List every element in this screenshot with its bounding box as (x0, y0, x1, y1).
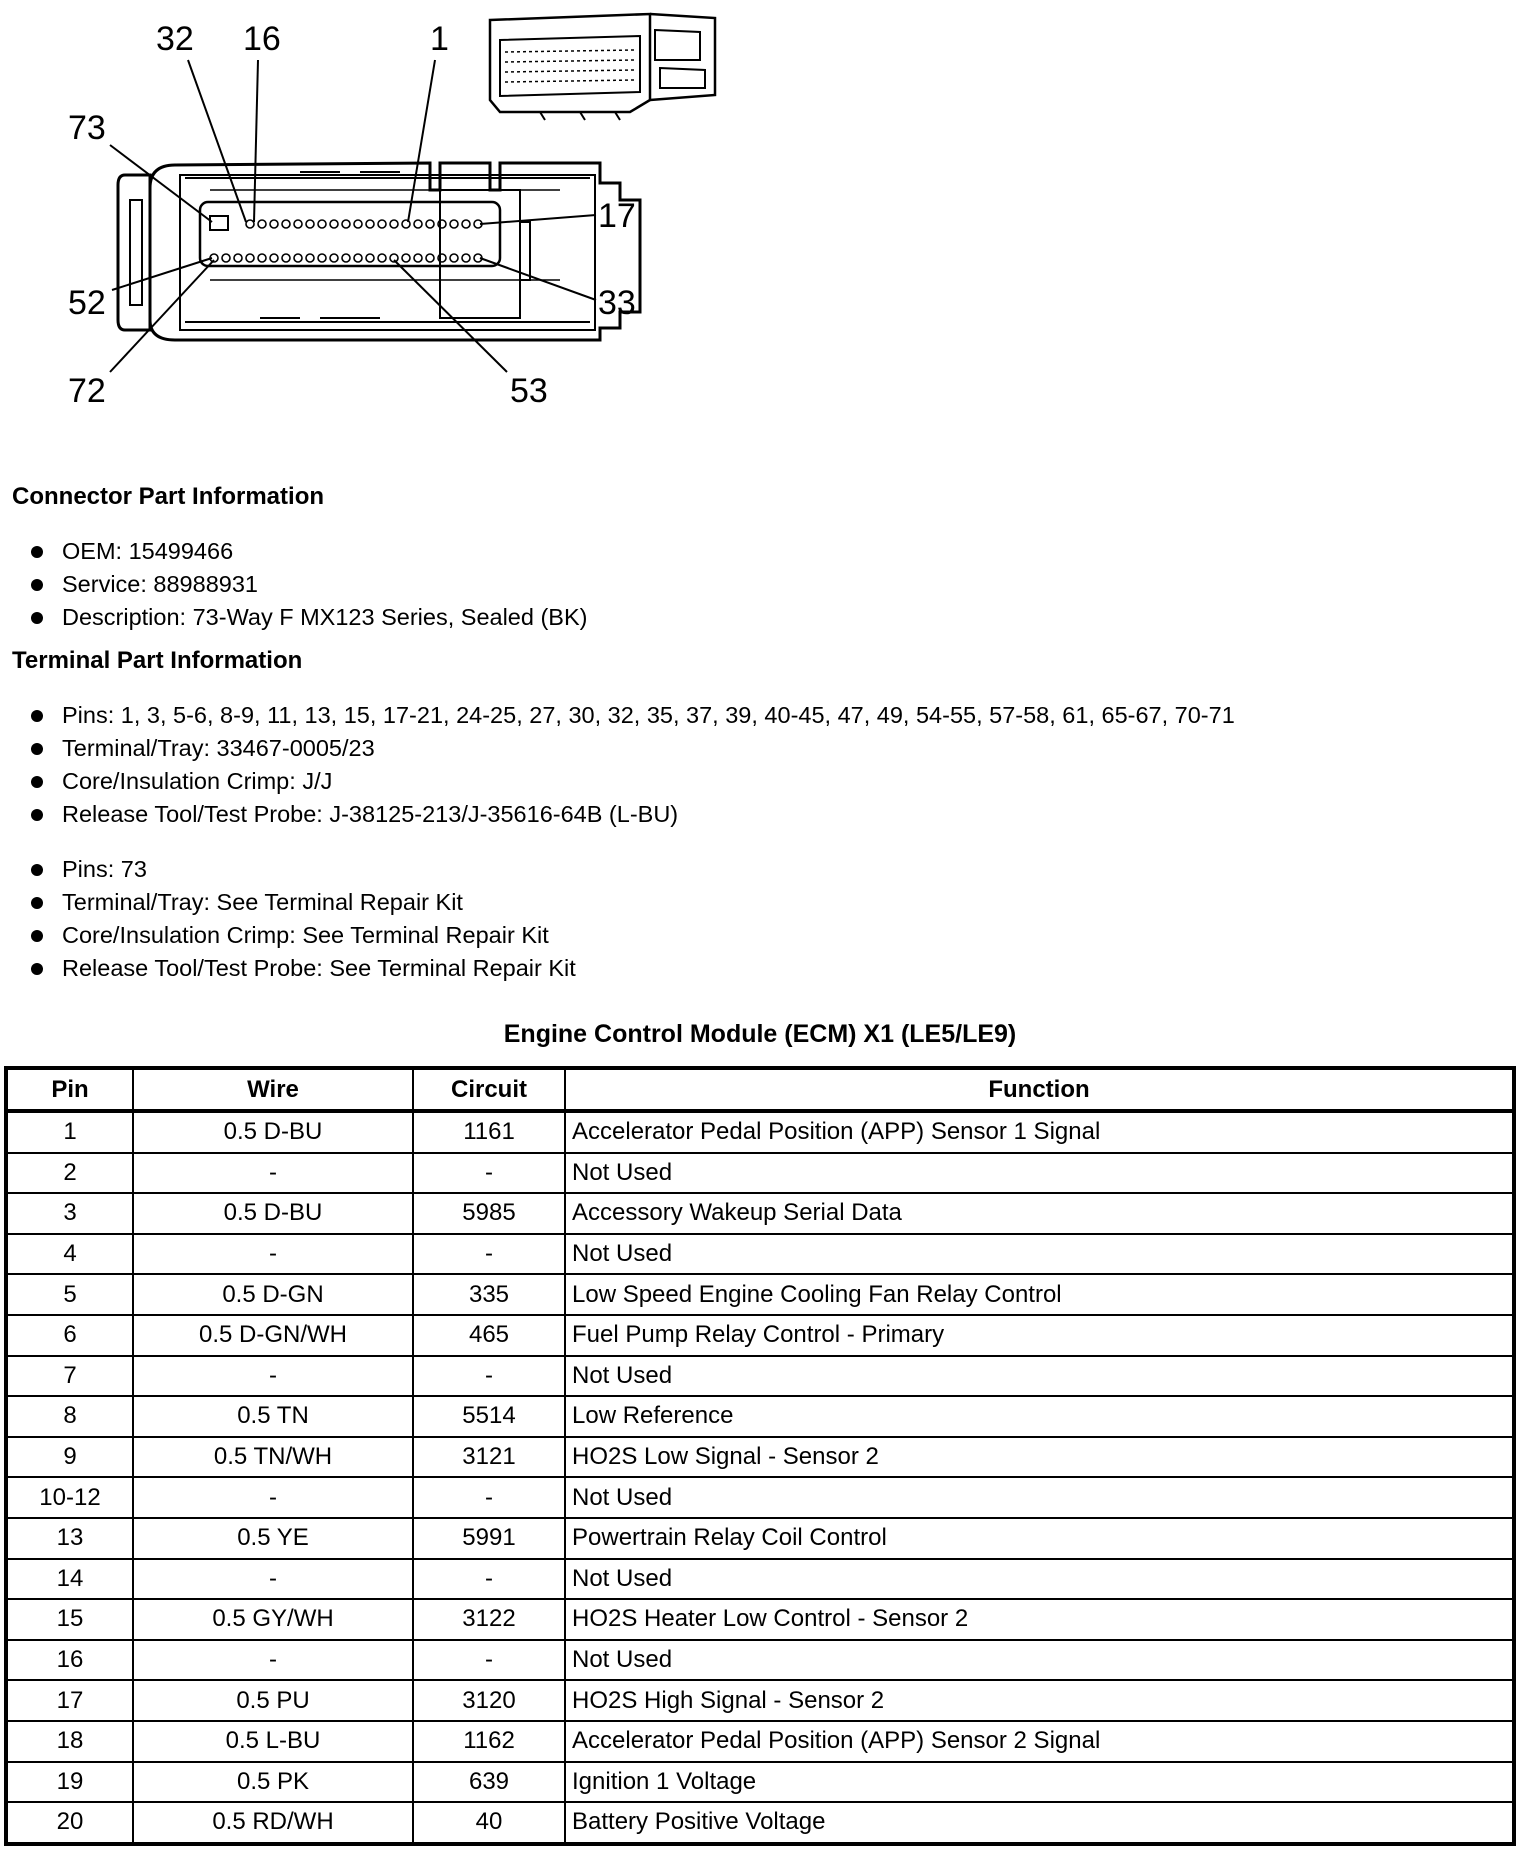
wire-cell: 0.5 PU (133, 1680, 413, 1721)
wire-cell: - (133, 1153, 413, 1194)
table-row (6, 1274, 1514, 1315)
function-cell: Not Used (565, 1640, 1514, 1681)
list-item: Release Tool/Test Probe: See Terminal Repair Kit (28, 952, 576, 985)
wire-cell: - (133, 1477, 413, 1518)
function-cell: Not Used (565, 1356, 1514, 1397)
pin-label-72: 72 (68, 372, 106, 410)
list-item: Service: 88988931 (28, 568, 587, 601)
terminal-info-list-2 (28, 853, 576, 985)
circuit-cell: 3121 (413, 1437, 565, 1478)
connector-face-diagram (0, 0, 1520, 420)
circuit-cell: - (413, 1477, 565, 1518)
wire-cell: 0.5 D-BU (133, 1111, 413, 1153)
pin-cell: 9 (6, 1437, 133, 1478)
table-row (6, 1193, 1514, 1234)
list-item: Terminal/Tray: See Terminal Repair Kit (28, 886, 576, 919)
leader-lines (110, 60, 596, 372)
table-row (6, 1477, 1514, 1518)
function-cell: Accelerator Pedal Position (APP) Sensor 1 Signal (565, 1111, 1514, 1153)
wire-cell: 0.5 TN/WH (133, 1437, 413, 1478)
list-item: Pins: 1, 3, 5-6, 8-9, 11, 13, 15, 17-21, 24-25, 27, 30, 32, 35, 37, 39, 40-45, 47, 49, 54-55, 57-58, 61, 65-67, 70-71 (28, 699, 1235, 732)
connector-thumbnail (490, 14, 715, 120)
circuit-cell: 465 (413, 1315, 565, 1356)
pin-cell: 10-12 (6, 1477, 133, 1518)
list-item: Description: 73-Way F MX123 Series, Sealed (BK) (28, 601, 587, 634)
wire-cell: 0.5 D-BU (133, 1193, 413, 1234)
pin-cell: 8 (6, 1396, 133, 1437)
wire-cell: - (133, 1559, 413, 1600)
circuit-cell: 1161 (413, 1111, 565, 1153)
pin-cell: 17 (6, 1680, 133, 1721)
circuit-cell: 5514 (413, 1396, 565, 1437)
circuit-cell: - (413, 1153, 565, 1194)
pinout-table (4, 1066, 1516, 1846)
function-cell: Accessory Wakeup Serial Data (565, 1193, 1514, 1234)
pin-label-32: 32 (156, 20, 194, 58)
pin-cell: 15 (6, 1599, 133, 1640)
wire-cell: 0.5 YE (133, 1518, 413, 1559)
function-cell: HO2S Heater Low Control - Sensor 2 (565, 1599, 1514, 1640)
circuit-cell: - (413, 1234, 565, 1275)
header-pin: Pin (6, 1068, 133, 1111)
pin-cell: 1 (6, 1111, 133, 1153)
table-row (6, 1518, 1514, 1559)
table-row (6, 1315, 1514, 1356)
list-item: OEM: 15499466 (28, 535, 587, 568)
connector-info-list (28, 535, 587, 634)
list-item: Release Tool/Test Probe: J-38125-213/J-35616-64B (L-BU) (28, 798, 1235, 831)
pin-label-17: 17 (598, 197, 636, 235)
function-cell: Low Reference (565, 1396, 1514, 1437)
pin-cell: 5 (6, 1274, 133, 1315)
pin-cell: 16 (6, 1640, 133, 1681)
pin-cell: 20 (6, 1802, 133, 1844)
function-cell: Not Used (565, 1477, 1514, 1518)
wire-cell: - (133, 1234, 413, 1275)
pin-cell: 4 (6, 1234, 133, 1275)
header-function: Function (565, 1068, 1514, 1111)
circuit-cell: 3120 (413, 1680, 565, 1721)
function-cell: Powertrain Relay Coil Control (565, 1518, 1514, 1559)
circuit-cell: - (413, 1356, 565, 1397)
function-cell: Not Used (565, 1153, 1514, 1194)
function-cell: Low Speed Engine Cooling Fan Relay Control (565, 1274, 1514, 1315)
function-cell: HO2S Low Signal - Sensor 2 (565, 1437, 1514, 1478)
wire-cell: 0.5 PK (133, 1762, 413, 1803)
list-item: Core/Insulation Crimp: J/J (28, 765, 1235, 798)
pin-label-1: 1 (430, 20, 449, 58)
wire-cell: 0.5 D-GN/WH (133, 1315, 413, 1356)
circuit-cell: 639 (413, 1762, 565, 1803)
wire-cell: 0.5 GY/WH (133, 1599, 413, 1640)
circuit-cell: 40 (413, 1802, 565, 1844)
pin-cell: 19 (6, 1762, 133, 1803)
terminal-info-list-1 (28, 699, 1235, 831)
table-row (6, 1802, 1514, 1844)
pin-cell: 14 (6, 1559, 133, 1600)
circuit-cell: 5991 (413, 1518, 565, 1559)
pin-cell: 18 (6, 1721, 133, 1762)
table-row (6, 1721, 1514, 1762)
wire-cell: - (133, 1640, 413, 1681)
circuit-cell: 5985 (413, 1193, 565, 1234)
list-item: Pins: 73 (28, 853, 576, 886)
header-circuit: Circuit (413, 1068, 565, 1111)
table-row (6, 1640, 1514, 1681)
terminal-cavities (210, 220, 482, 262)
pin-cell: 3 (6, 1193, 133, 1234)
list-item: Core/Insulation Crimp: See Terminal Repair Kit (28, 919, 576, 952)
table-title: Engine Control Module (ECM) X1 (LE5/LE9) (503, 1020, 1017, 1048)
function-cell: Not Used (565, 1234, 1514, 1275)
circuit-cell: 335 (413, 1274, 565, 1315)
pin-label-33: 33 (598, 284, 636, 322)
table-row (6, 1559, 1514, 1600)
function-cell: HO2S High Signal - Sensor 2 (565, 1680, 1514, 1721)
list-item: Terminal/Tray: 33467-0005/23 (28, 732, 1235, 765)
circuit-cell: 3122 (413, 1599, 565, 1640)
circuit-cell: - (413, 1559, 565, 1600)
table-row (6, 1396, 1514, 1437)
table-header-row (6, 1068, 1514, 1111)
terminal-info-heading: Terminal Part Information (12, 647, 303, 674)
table-row (6, 1762, 1514, 1803)
table-row (6, 1437, 1514, 1478)
table-row (6, 1599, 1514, 1640)
header-wire: Wire (133, 1068, 413, 1111)
wire-cell: - (133, 1356, 413, 1397)
connector-info-heading: Connector Part Information (12, 483, 325, 510)
function-cell: Not Used (565, 1559, 1514, 1600)
pin-cell: 7 (6, 1356, 133, 1397)
pin-label-52: 52 (68, 284, 106, 322)
table-row (6, 1680, 1514, 1721)
function-cell: Fuel Pump Relay Control - Primary (565, 1315, 1514, 1356)
table-row (6, 1111, 1514, 1153)
pin-cell: 13 (6, 1518, 133, 1559)
circuit-cell: - (413, 1640, 565, 1681)
table-row (6, 1153, 1514, 1194)
wire-cell: 0.5 L-BU (133, 1721, 413, 1762)
connector-body (118, 163, 640, 340)
pin-cell: 6 (6, 1315, 133, 1356)
wire-cell: 0.5 TN (133, 1396, 413, 1437)
pin-label-73: 73 (68, 109, 106, 147)
pin-label-16: 16 (243, 20, 281, 58)
table-row (6, 1234, 1514, 1275)
function-cell: Battery Positive Voltage (565, 1802, 1514, 1844)
table-row (6, 1356, 1514, 1397)
pin-cell: 2 (6, 1153, 133, 1194)
function-cell: Ignition 1 Voltage (565, 1762, 1514, 1803)
function-cell: Accelerator Pedal Position (APP) Sensor 2 Signal (565, 1721, 1514, 1762)
wire-cell: 0.5 RD/WH (133, 1802, 413, 1844)
wire-cell: 0.5 D-GN (133, 1274, 413, 1315)
circuit-cell: 1162 (413, 1721, 565, 1762)
pin-label-53: 53 (510, 372, 548, 410)
